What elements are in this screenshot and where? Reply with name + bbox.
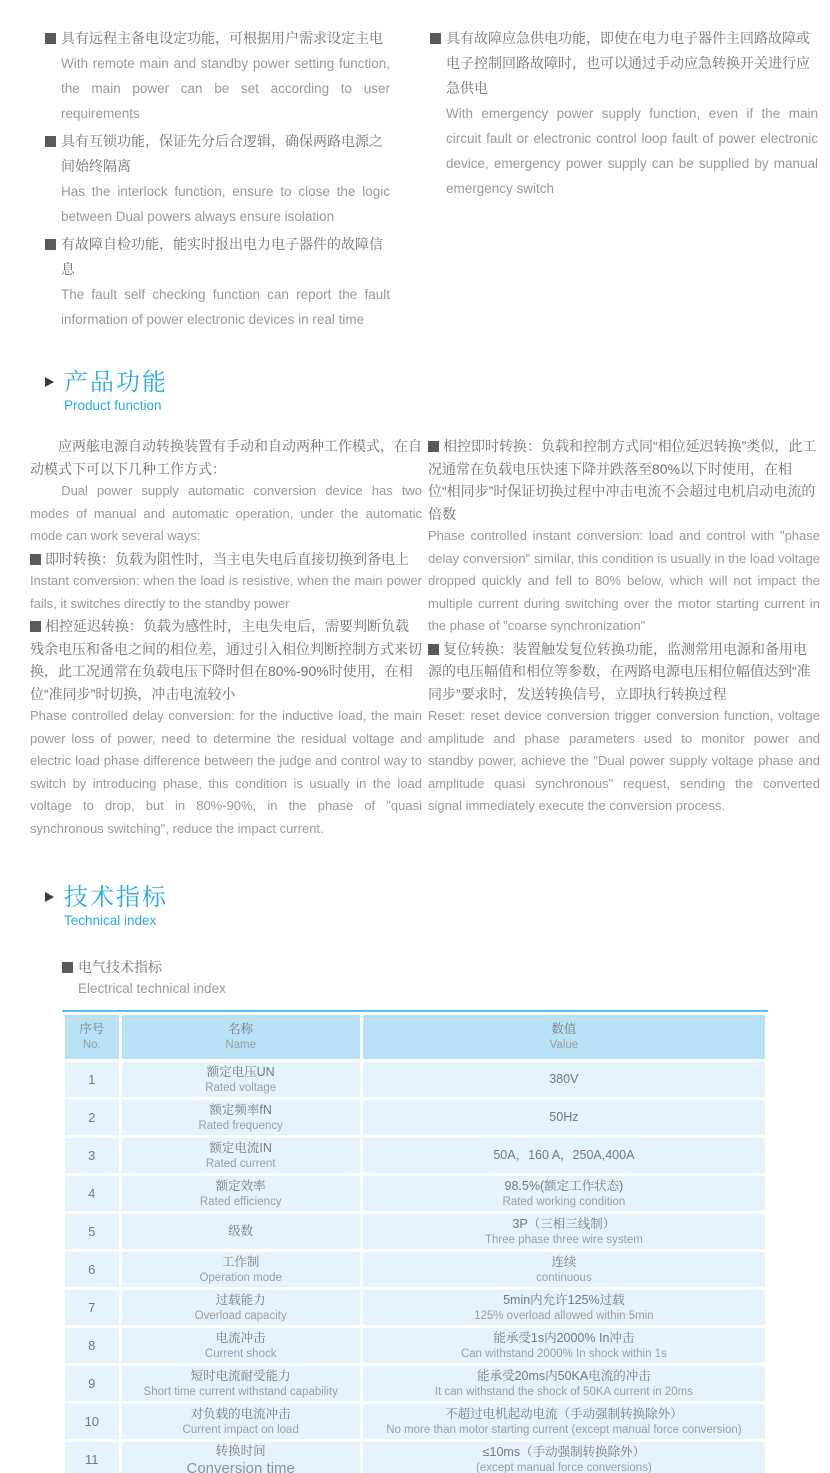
name-zh: 额定频率fN xyxy=(209,1102,272,1117)
section-arrow-icon xyxy=(45,892,54,902)
name-zh: 额定电压UN xyxy=(206,1064,275,1079)
feature-en: With remote main and standby power setting function, the main power can be set according to user requirements xyxy=(61,56,390,121)
value-zh: 50A，160 A，250A,400A xyxy=(493,1148,635,1162)
name-cell xyxy=(122,1328,360,1363)
row-number-cell xyxy=(65,1062,119,1097)
row-number: 8 xyxy=(88,1337,96,1353)
name-cell xyxy=(122,1214,360,1249)
name-en: Current impact on load xyxy=(182,1423,299,1436)
feature-en: With emergency power supply function, even if the main circuit fault or electronic control loop fault of power electronic device, emergency power supply can be supplied by manual emergency switch xyxy=(446,106,818,196)
name-en: Rated frequency xyxy=(198,1119,283,1132)
table-row xyxy=(65,1100,765,1135)
name-en: Overload capacity xyxy=(194,1309,287,1322)
value-zh: 98.5%(额定工作状态) xyxy=(504,1178,624,1193)
row-number-cell xyxy=(65,1366,119,1401)
name-zh: 过载能力 xyxy=(215,1292,266,1307)
name-zh: 转换时间 xyxy=(215,1444,266,1458)
name-en: Rated efficiency xyxy=(199,1195,282,1208)
square-bullet-icon xyxy=(45,239,56,250)
table-row xyxy=(65,1404,765,1439)
feature-item xyxy=(430,26,818,201)
value-en: (except manual force conversions) xyxy=(476,1462,652,1473)
column-header-zh: 数值 xyxy=(551,1022,577,1036)
name-en: Operation mode xyxy=(199,1271,282,1284)
section-header-product-function xyxy=(45,369,830,415)
name-zh: 短时电流耐受能力 xyxy=(190,1368,291,1383)
value-en: Can withstand 2000% In shock within 1s xyxy=(460,1347,667,1360)
value-cell xyxy=(363,1100,765,1135)
row-number-cell xyxy=(65,1214,119,1249)
product-function-column-left xyxy=(30,435,422,840)
name-cell xyxy=(122,1404,360,1439)
value-en: No more than motor starting current (except manual force conversion) xyxy=(386,1423,742,1436)
section-title-zh: 技术指标 xyxy=(64,884,168,911)
name-cell xyxy=(122,1138,360,1173)
paragraph-en: Dual power supply automatic conversion device has two modes of manual and automatic operation, under the automatic mode can work several ways: xyxy=(30,483,422,543)
table-row xyxy=(65,1214,765,1249)
product-function-body xyxy=(30,435,820,840)
column-header-zh: 名称 xyxy=(228,1022,254,1036)
row-number-cell xyxy=(65,1138,119,1173)
section-arrow-icon xyxy=(45,377,54,387)
name-cell xyxy=(122,1062,360,1097)
section-header-technical-index xyxy=(45,884,830,930)
column-header-en: Value xyxy=(549,1039,579,1051)
column-header xyxy=(65,1015,119,1059)
paragraph-zh: 应两舷电源自动转换装置有手动和自动两种工作模式，在自动模式下可以下几种工作方式： xyxy=(30,438,422,477)
row-number: 9 xyxy=(88,1375,96,1391)
paragraph-en: Phase controlled instant conversion: load and control with "phase delay conversion" similar, this condition is usually in the load voltage dropped quickly and fell to 80% below, which will not impact the multiple current during switching over the motor starting current in the phase of "coarse synchronization" xyxy=(428,528,820,633)
square-bullet-icon xyxy=(30,554,41,565)
feature-item xyxy=(45,129,390,229)
table-row xyxy=(65,1328,765,1363)
name-en: Short time current withstand capability xyxy=(143,1385,338,1398)
name-zh: 电流冲击 xyxy=(215,1330,266,1345)
column-header xyxy=(363,1015,765,1059)
name-zh: 额定效率 xyxy=(215,1178,266,1193)
name-en: Rated voltage xyxy=(205,1081,277,1094)
row-number: 7 xyxy=(88,1299,96,1315)
value-cell xyxy=(363,1252,765,1287)
electrical-index-label-zh-text: 电气技术指标 xyxy=(78,959,162,975)
value-zh: 5min内允许125%过载 xyxy=(503,1292,625,1307)
table-row xyxy=(65,1442,765,1473)
row-number-cell xyxy=(65,1328,119,1363)
row-number: 3 xyxy=(88,1147,96,1163)
paragraph-zh-text: 相控延迟转换：负载为感性时，主电失电后，需要判断负载残余电压和备电之间的相位差，通过引入相位判断控制方式来切换，此工况通常在负载电压下降时但在80%-90%时使用，在相位“准同步”时切换，冲击电流较小 xyxy=(30,618,422,702)
feature-en: The fault self checking function can report the fault information of power electronic devices in real time xyxy=(61,287,390,327)
row-number: 10 xyxy=(84,1413,100,1429)
value-cell xyxy=(363,1176,765,1211)
row-number-cell xyxy=(65,1290,119,1325)
name-zh: 工作制 xyxy=(221,1254,260,1269)
row-number-cell xyxy=(65,1404,119,1439)
paragraph-zh-bullet xyxy=(428,638,820,706)
electrical-spec-table xyxy=(62,1010,768,1473)
value-en: It can withstand the shock of 50KA current in 20ms xyxy=(434,1385,694,1398)
table-row xyxy=(65,1138,765,1173)
value-en: 125% overload allowed within 5min xyxy=(474,1309,654,1322)
feature-zh: 具有远程主备电设定功能，可根据用户需求设定主电 xyxy=(45,26,390,51)
value-cell xyxy=(363,1442,765,1473)
paragraph-zh-bullet xyxy=(30,615,422,705)
electrical-index-label-zh xyxy=(62,956,830,978)
row-number: 1 xyxy=(88,1071,96,1087)
feature-bullets-section xyxy=(45,26,818,335)
paragraph-zh-bullet xyxy=(428,435,820,525)
paragraph-en: Instant conversion: when the load is resistive, when the main power fails, it switches directly to the standby power xyxy=(30,573,422,611)
value-cell xyxy=(363,1138,765,1173)
name-zh: 对负载的电流冲击 xyxy=(190,1406,291,1421)
value-cell xyxy=(363,1328,765,1363)
section-title-en: Product function xyxy=(64,398,162,413)
value-zh: ≤10ms（手动强制转换除外） xyxy=(482,1445,646,1459)
name-cell xyxy=(122,1290,360,1325)
section-title-block xyxy=(64,369,168,415)
paragraph-zh-text: 相控即时转换：负载和控制方式同“相位延迟转换”类似，此工况通常在负载电压快速下降并跌落至80%以下时使用，在相位“相同步”时保证切换过程中冲击电流不会超过电机启动电流的倍数 xyxy=(428,438,817,522)
row-number: 6 xyxy=(88,1261,96,1277)
value-en: Rated working condition xyxy=(502,1195,626,1208)
row-number-cell xyxy=(65,1252,119,1287)
feature-zh: 有故障自检功能，能实时报出电力电子器件的故障信息 xyxy=(45,232,390,282)
feature-en: Has the interlock function, ensure to close the logic between Dual powers always ensure isolation xyxy=(61,184,390,224)
value-cell xyxy=(363,1290,765,1325)
value-zh: 3P（三相三线制） xyxy=(512,1216,616,1231)
product-function-column-right xyxy=(428,435,820,840)
value-en: continuous xyxy=(536,1271,592,1284)
square-bullet-icon xyxy=(62,962,73,973)
square-bullet-icon xyxy=(428,441,439,452)
square-bullet-icon xyxy=(45,33,56,44)
name-cell xyxy=(122,1442,360,1473)
value-zh: 50Hz xyxy=(549,1110,579,1124)
column-header xyxy=(122,1015,360,1059)
paragraph-en: Reset: reset device conversion trigger conversion function, voltage amplitude and phase parameters used to monitor power and standby power, achieve the "Dual power supply voltage phase and amplitude quasi synchronous" request, sending the converted signal immediately execute the conversion process. xyxy=(428,708,820,813)
paragraph-zh-bullet xyxy=(30,548,422,571)
electrical-index-label xyxy=(62,956,830,1000)
square-bullet-icon xyxy=(30,621,41,632)
name-cell xyxy=(122,1100,360,1135)
row-number-cell xyxy=(65,1176,119,1211)
name-cell xyxy=(122,1176,360,1211)
row-number-cell xyxy=(65,1100,119,1135)
electrical-index-label-en: Electrical technical index xyxy=(78,981,226,996)
feature-item xyxy=(45,232,390,332)
square-bullet-icon xyxy=(428,644,439,655)
name-en: Conversion time xyxy=(186,1460,295,1473)
value-cell xyxy=(363,1062,765,1097)
value-cell xyxy=(363,1214,765,1249)
name-zh: 级数 xyxy=(228,1224,254,1238)
paragraph-zh-text: 复位转换：装置触发复位转换功能，监测常用电源和备用电源的电压幅值和相位等参数，在两路电源电压相位幅值达到“准同步”要求时，发送转换信号，立即执行转换过程 xyxy=(428,640,811,702)
column-header-en: No. xyxy=(82,1039,101,1051)
name-cell xyxy=(122,1366,360,1401)
table-header-row xyxy=(65,1015,765,1059)
row-number: 4 xyxy=(88,1185,96,1201)
row-number: 5 xyxy=(88,1223,96,1239)
name-en: Rated current xyxy=(205,1157,276,1170)
value-zh: 连续 xyxy=(551,1254,577,1269)
square-bullet-icon xyxy=(430,33,441,44)
table-row xyxy=(65,1176,765,1211)
value-zh: 不超过电机起动电流（手动强制转换除外） xyxy=(445,1406,683,1421)
column-header-en: Name xyxy=(225,1039,257,1051)
section-title-en: Technical index xyxy=(64,913,157,928)
value-zh: 能承受1s内2000% In冲击 xyxy=(493,1330,635,1345)
feature-column-left xyxy=(45,26,390,335)
row-number-cell xyxy=(65,1442,119,1473)
feature-item xyxy=(45,26,390,126)
feature-zh: 具有故障应急供电功能，即使在电力电子器件主回路故障或电子控制回路故障时，也可以通过手动应急转换开关进行应急供电 xyxy=(430,26,818,101)
square-bullet-icon xyxy=(45,136,56,147)
paragraph-zh-text: 即时转换：负载为阻性时，当主电失电后直接切换到备电上 xyxy=(45,550,409,567)
paragraph-en: Phase controlled delay conversion: for the inductive load, the main power loss of power, need to determine the residual voltage and electric load phase difference between the judge and control way to switch by introducing phase, this condition is usually in the load voltage to drop, but in 80%-90%, in the phase of "quasi synchronous switching", reduce the impact current. xyxy=(30,708,422,836)
table-row xyxy=(65,1366,765,1401)
section-title-zh: 产品功能 xyxy=(64,369,168,396)
value-en: Three phase three wire system xyxy=(484,1233,643,1246)
value-cell xyxy=(363,1404,765,1439)
table-row xyxy=(65,1062,765,1097)
feature-zh: 具有互锁功能，保证先分后合逻辑，确保两路电源之间始终隔离 xyxy=(45,129,390,179)
feature-column-right xyxy=(430,26,818,335)
section-title-block xyxy=(64,884,168,930)
name-cell xyxy=(122,1252,360,1287)
name-en: Current shock xyxy=(204,1347,277,1360)
row-number: 2 xyxy=(88,1109,96,1125)
row-number: 11 xyxy=(85,1452,99,1467)
table-row xyxy=(65,1290,765,1325)
column-header-zh: 序号 xyxy=(79,1022,105,1036)
value-zh: 380V xyxy=(549,1072,579,1086)
name-zh: 额定电流IN xyxy=(209,1140,272,1155)
value-zh: 能承受20ms内50KA电流的冲击 xyxy=(477,1368,651,1383)
table-row xyxy=(65,1252,765,1287)
value-cell xyxy=(363,1366,765,1401)
